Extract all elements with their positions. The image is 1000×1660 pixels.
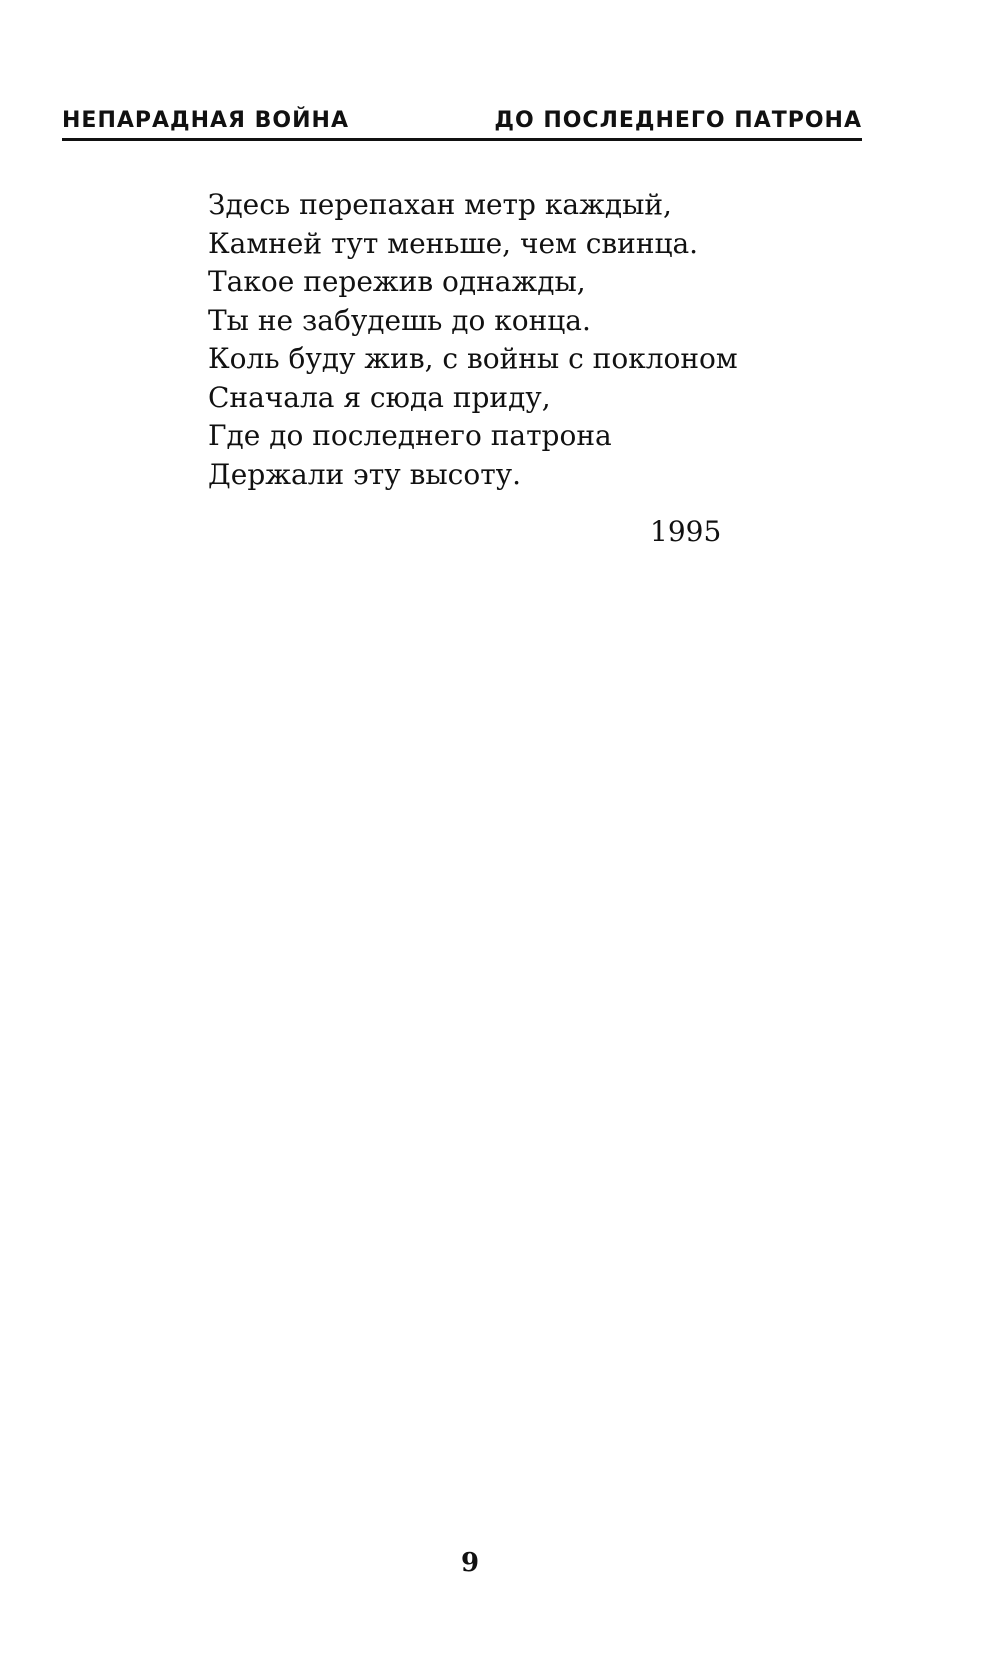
header-book-title: НЕПАРАДНАЯ ВОЙНА [62,108,349,133]
page-number: 9 [460,1548,480,1578]
poem-line: Здесь перепахан метр каждый, [208,188,672,221]
poem-line: Где до последнего патрона [208,419,612,452]
poem-line: Сначала я сюда приду, [208,380,551,414]
poem-line: Такое пережив однажды, [208,265,586,298]
poem-line: Держали эту высоту. [208,457,522,491]
header-section-title: ДО ПОСЛЕДНЕГО ПАТРОНА [494,108,862,133]
poem-line: Коль буду жив, с войны с поклоном [208,342,738,375]
poem-line: Камней тут меньше, чем свинца. [208,226,699,260]
poem-stanza [208,186,738,494]
running-header [62,96,862,141]
poem-line: Ты не забудешь до конца. [208,303,591,337]
poem-date: 1995 [650,515,722,548]
